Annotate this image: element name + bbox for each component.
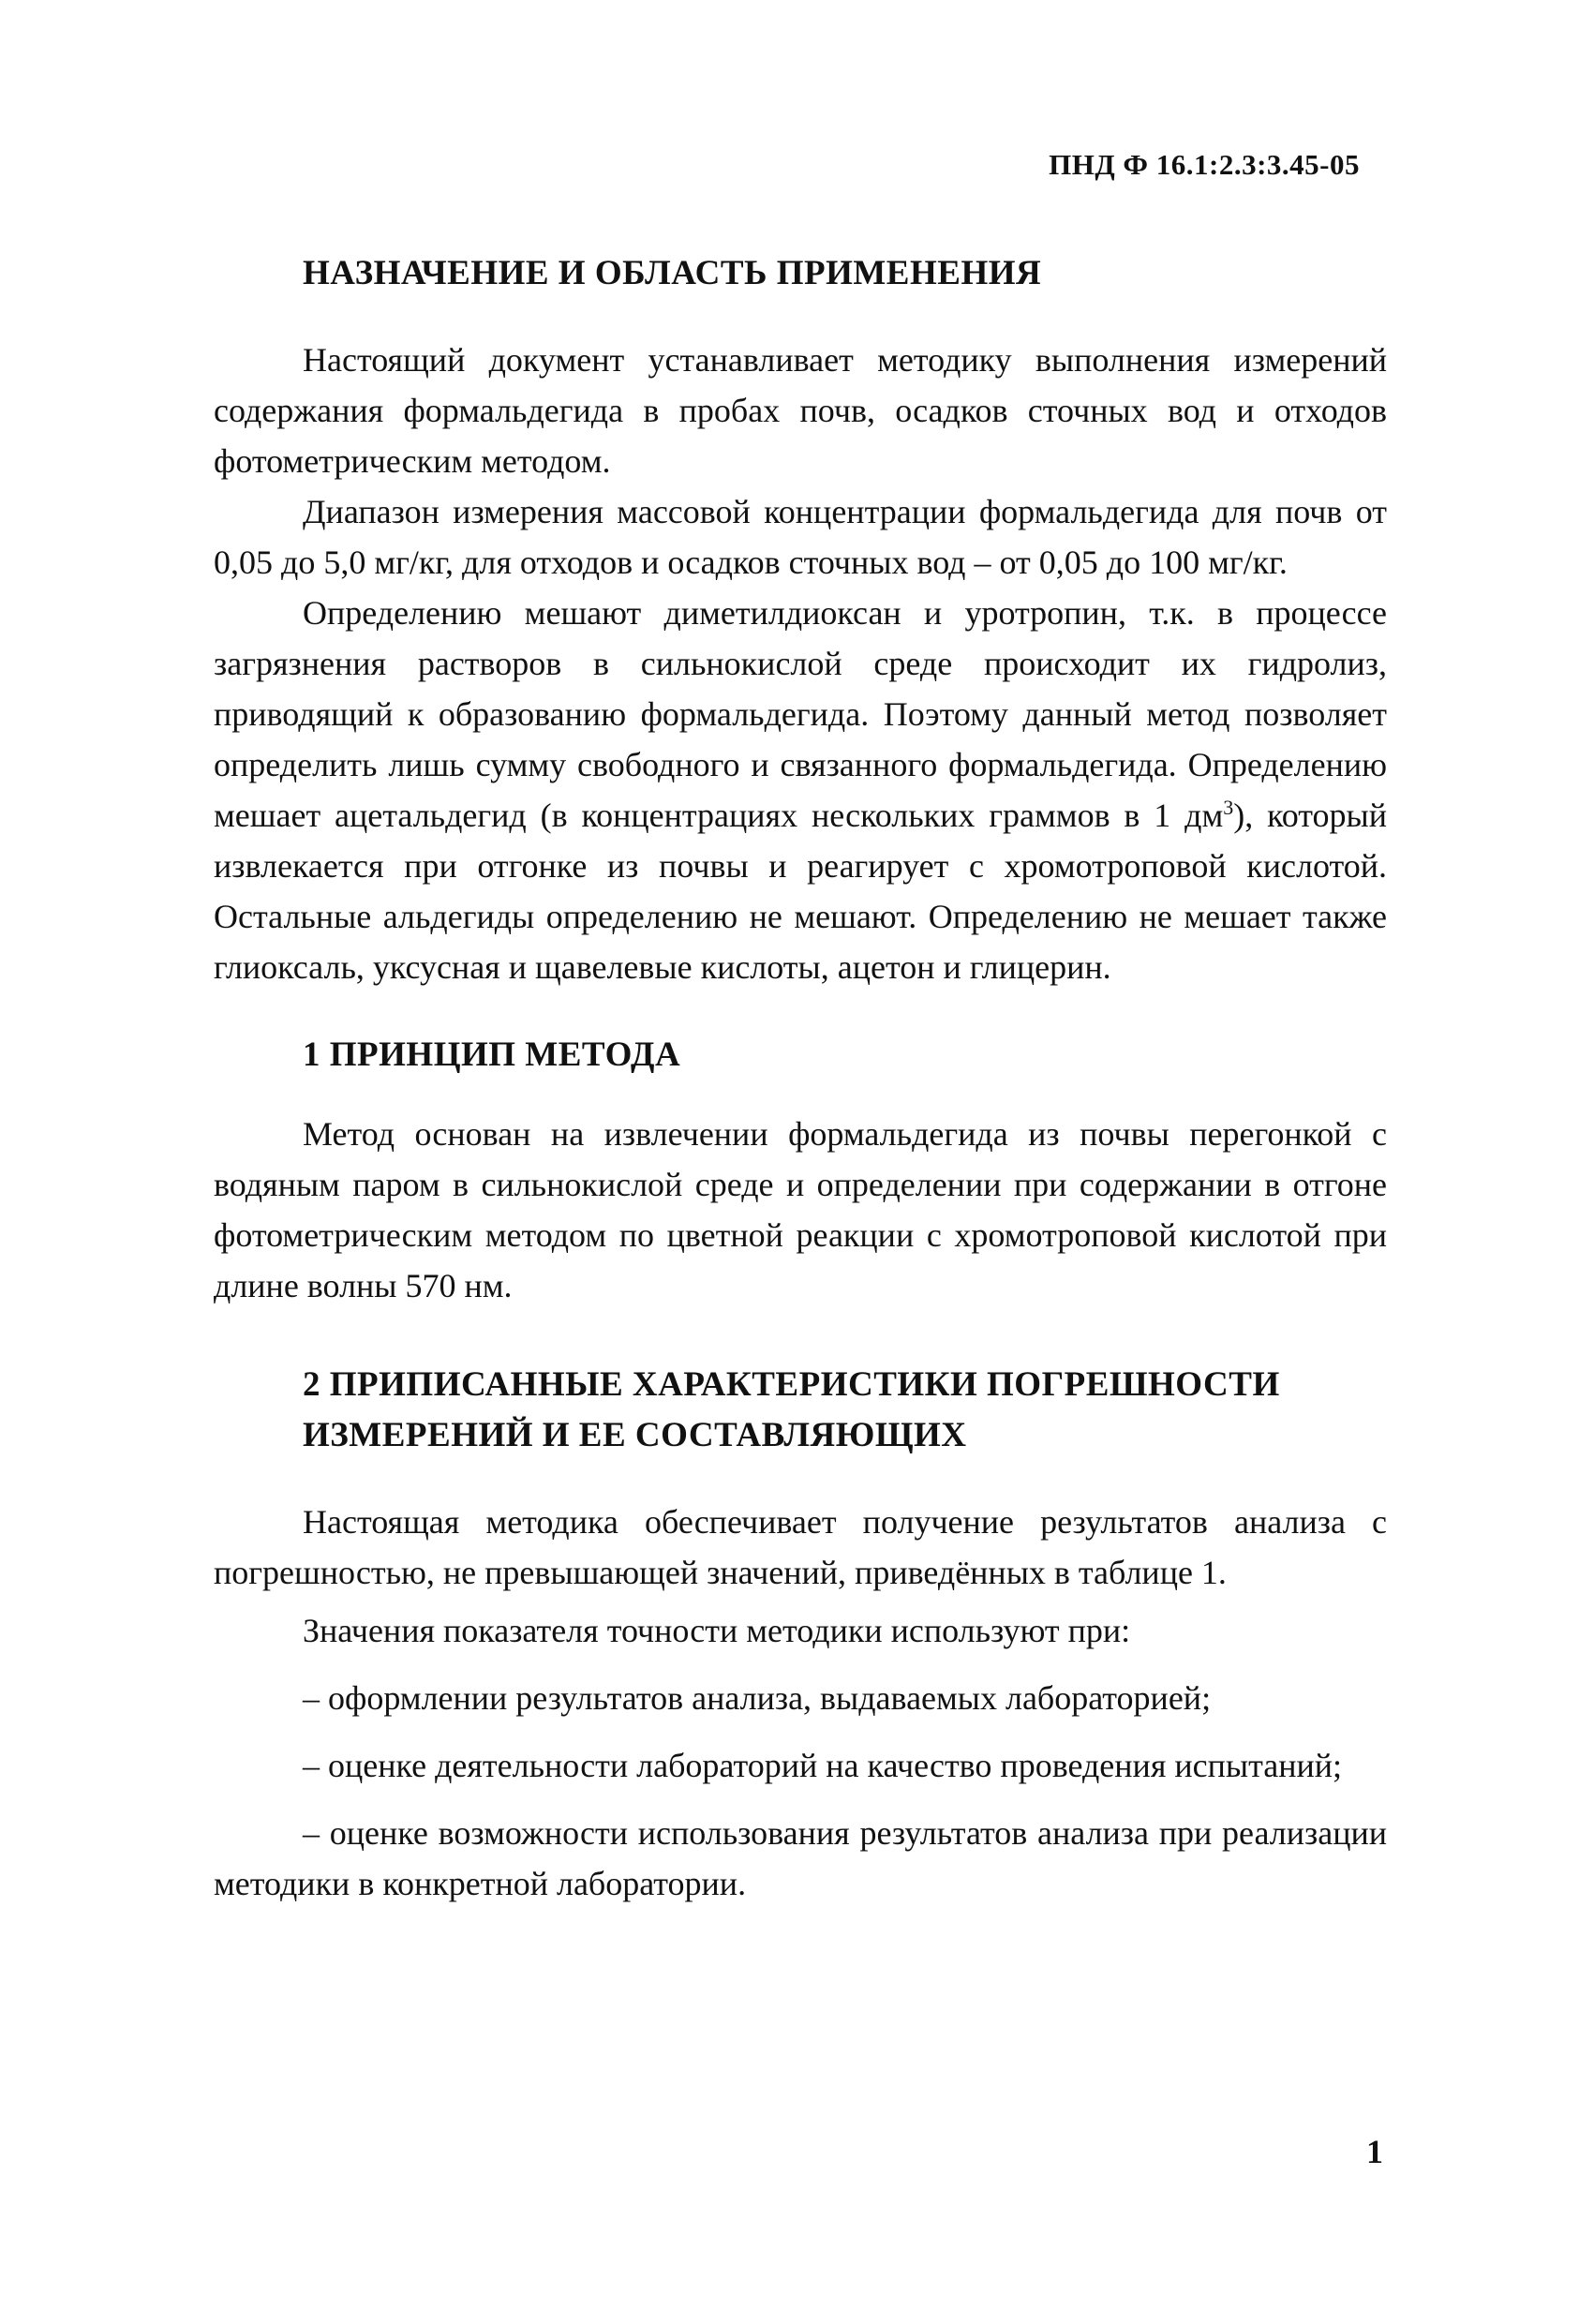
document-code: ПНД Ф 16.1:2.3:3.45-05	[1049, 148, 1360, 181]
document-body	[214, 230, 1387, 1909]
section-title-purpose: НАЗНАЧЕНИЕ И ОБЛАСТЬ ПРИМЕНЕНИЯ	[303, 254, 1042, 292]
list-item: – оценке возможности использования результатов анализа при реализации методики в конкретной лаборатории.	[214, 1814, 1387, 1902]
section-title-principle: 1 ПРИНЦИП МЕТОДА	[303, 1035, 681, 1074]
list-item: – оформлении результатов анализа, выдаваемых лабораторией;	[303, 1679, 1212, 1717]
paragraph-principle: Метод основан на извлечении формальдегида из почвы перегонкой с водяным паром в сильнокислой среде и определении при содержании в отгоне фотометрическим методом по цветной реакции с хромотроповой кислотой при длине волны 570 нм.	[214, 1115, 1387, 1304]
paragraph-purpose-2: Диапазон измерения массовой концентрации формальдегида для почв от 0,05 до 5,0 мг/кг, для отходов и осадков сточных вод – от 0,05 до 100 мг/кг.	[214, 493, 1387, 581]
section-title-accuracy-line2: ИЗМЕРЕНИЙ И ЕЕ СОСТАВЛЯЮЩИХ	[303, 1416, 967, 1454]
list-item: – оценке деятельности лабораторий на качество проведения испытаний;	[303, 1747, 1343, 1784]
paragraph-accuracy-1: Настоящая методика обеспечивает получение результатов анализа с погрешностью, не превышающей значений, приведённых в таблице 1.	[214, 1503, 1387, 1591]
paragraph-purpose-3-part2: ), который извлекается при отгонке из почвы и реагирует с хромотроповой кислотой. Остальные альдегиды определению не мешают. Определению не мешает также глиоксаль, уксусная и щавелевые кислоты, ацетон и глицерин.	[214, 797, 1387, 986]
superscript-cubic: 3	[1223, 796, 1234, 819]
section-title-accuracy	[214, 1360, 1387, 1461]
paragraph-accuracy-2: Значения показателя точности методики используют при:	[303, 1612, 1131, 1649]
paragraph-purpose-3-part1: Определению мешают диметилдиоксан и уротропин, т.к. в процессе загрязнения растворов в сильнокислой среде происходит их гидролиз, приводящий к образованию формальдегида. Поэтому данный метод позволяет определить лишь сумму свободного и связанного формальдегида. Определению мешает ацетальдегид (в концентрациях нескольких граммов в 1 дм	[214, 594, 1387, 834]
section-title-accuracy-line1: 2 ПРИПИСАННЫЕ ХАРАКТЕРИСТИКИ ПОГРЕШНОСТИ	[303, 1365, 1280, 1404]
paragraph-purpose-3	[214, 588, 1387, 992]
page-number: 1	[1366, 2133, 1383, 2170]
paragraph-purpose-1: Настоящий документ устанавливает методику выполнения измерений содержания формальдегида в пробах почв, осадков сточных вод и отходов фотометрическим методом.	[214, 341, 1387, 480]
